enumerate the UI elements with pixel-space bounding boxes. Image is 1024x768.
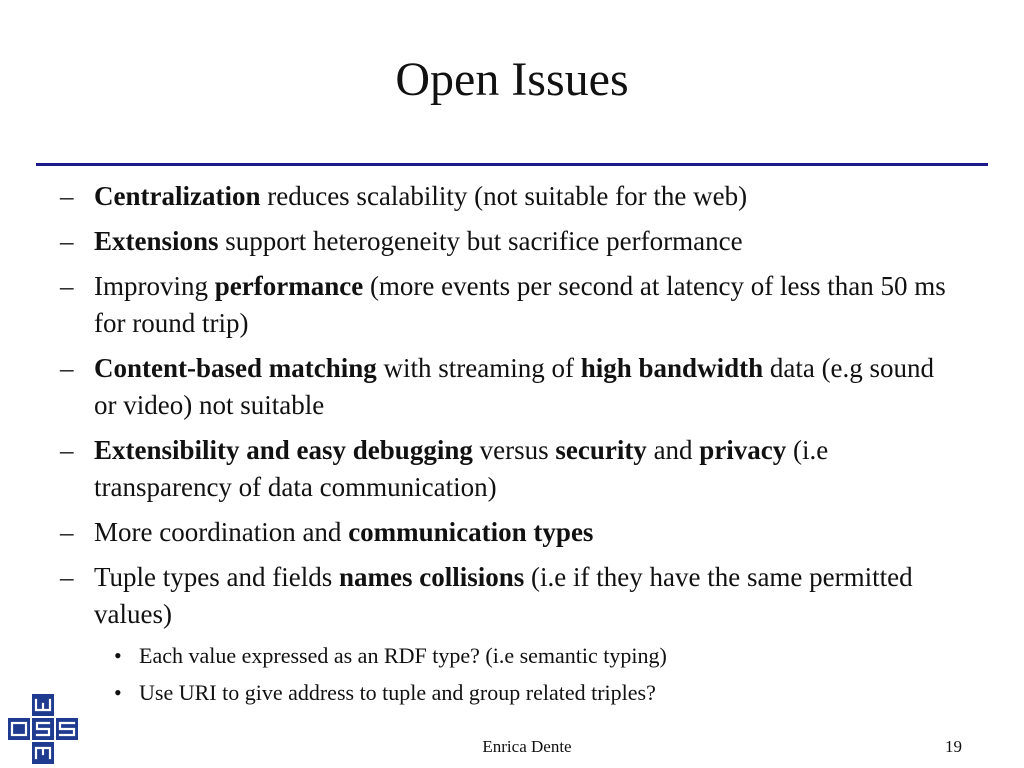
bullet-text: data (e.g sound or video) not suitable bbox=[94, 353, 935, 420]
bullet-text: support heterogeneity but sacrifice performance bbox=[218, 226, 743, 256]
bullet-bold: Centralization bbox=[94, 181, 261, 211]
bullet-text: Tuple types and fields bbox=[94, 562, 339, 592]
bullet-text: (i.e if they have the same permitted values) bbox=[94, 562, 913, 629]
dash-marker: – bbox=[60, 435, 74, 465]
bullet-bold: names collisions bbox=[339, 562, 525, 592]
dash-marker: – bbox=[60, 353, 74, 383]
bullet-item bbox=[60, 178, 960, 215]
sub-bullet-text: Each value expressed as an RDF type? (i.e semantic typing) bbox=[139, 643, 667, 668]
bullet-text: More coordination and bbox=[94, 517, 349, 547]
bullet-bold: Content-based matching bbox=[94, 353, 377, 383]
bullet-text: (more events per second at latency of less than 50 ms for round trip) bbox=[94, 271, 946, 338]
slide-title: Open Issues bbox=[395, 53, 629, 106]
bullet-item bbox=[60, 268, 960, 342]
bullet-bold: security bbox=[555, 435, 647, 465]
bullet-item bbox=[60, 223, 960, 260]
bullet-text: (i.e transparency of data communication) bbox=[94, 435, 829, 502]
sub-bullet-item bbox=[114, 640, 874, 672]
sub-bullet-text: Use URI to give address to tuple and group related triples? bbox=[139, 680, 656, 705]
dash-marker: – bbox=[60, 226, 74, 256]
bullet-text: with streaming of bbox=[376, 353, 581, 383]
bullet-bold: Extensibility and easy debugging bbox=[94, 435, 473, 465]
sub-bullet-item bbox=[114, 677, 874, 709]
bullet-text: versus bbox=[472, 435, 556, 465]
bullet-item bbox=[60, 350, 960, 424]
bullet-item bbox=[60, 432, 960, 506]
bullet-bold: performance bbox=[214, 271, 364, 301]
bullet-bold: high bandwidth bbox=[580, 353, 764, 383]
bullet-text: and bbox=[646, 435, 700, 465]
bullet-item bbox=[60, 559, 960, 633]
bullet-bold: Extensions bbox=[94, 226, 219, 256]
dash-marker: – bbox=[60, 181, 74, 211]
bullet-bold: communication types bbox=[348, 517, 594, 547]
bullet-list bbox=[60, 178, 960, 641]
sub-bullet-list bbox=[114, 640, 874, 714]
bullet-bold: privacy bbox=[699, 435, 787, 465]
bullet-item bbox=[60, 514, 960, 551]
dash-marker: – bbox=[60, 271, 74, 301]
dash-marker: – bbox=[60, 517, 74, 547]
page-number: 19 bbox=[945, 737, 962, 756]
footer-author: Enrica Dente bbox=[482, 737, 572, 756]
dash-marker: – bbox=[60, 562, 74, 592]
bullet-dot: • bbox=[114, 643, 122, 668]
bullet-text: reduces scalability (not suitable for the web) bbox=[260, 181, 748, 211]
title-divider bbox=[36, 163, 988, 166]
bullet-dot: • bbox=[114, 680, 122, 705]
bullet-text: Improving bbox=[94, 271, 215, 301]
